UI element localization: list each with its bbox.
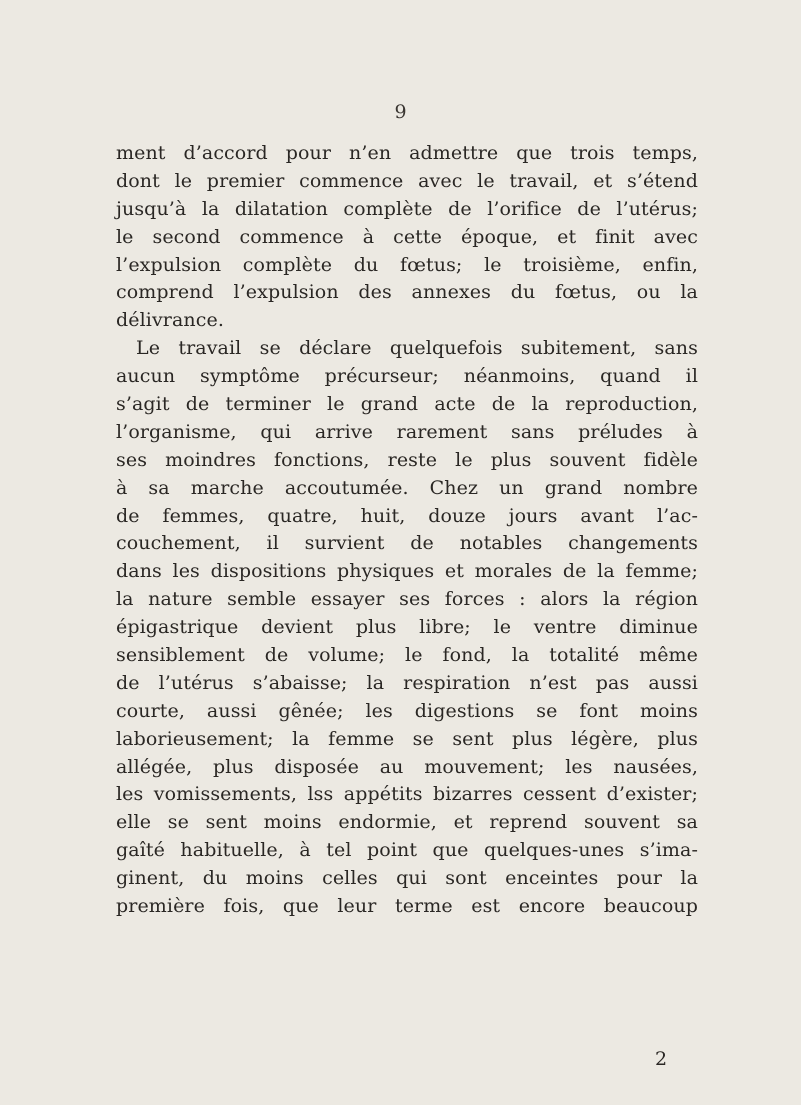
text-line: les vomissements, lss appétits bizarres cessent d’exister; (116, 783, 698, 806)
text-line: ses moindres fonctions, reste le plus souvent fidèle (116, 448, 698, 471)
text-line: laborieusement; la femme se sent plus légère, plus (116, 727, 698, 750)
text-line: aucun symptôme précurseur; néanmoins, quand il (116, 365, 698, 388)
text-line: à sa marche accoutumée. Chez un grand nombre (116, 476, 698, 499)
text-line: de femmes, quatre, huit, douze jours avant l’ac- (116, 504, 698, 527)
text-line: délivrance. (116, 309, 224, 332)
text-line: jusqu’à la dilatation complète de l’orifice de l’utérus; (116, 197, 698, 220)
text-line: dans les dispositions physiques et morales de la femme; (116, 560, 698, 583)
text-line: gaîté habituelle, à tel point que quelques-unes s’ima- (116, 839, 698, 862)
text-line: le second commence à cette époque, et finit avec (116, 225, 698, 248)
text-line: sensiblement de volume; le fond, la totalité même (116, 644, 698, 667)
text-line: courte, aussi gênée; les digestions se font moins (116, 699, 698, 722)
text-line: première fois, que leur terme est encore beaucoup (116, 895, 698, 918)
text-line: couchement, il survient de notables changements (116, 532, 698, 555)
text-line: s’agit de terminer le grand acte de la reproduction, (116, 393, 698, 416)
text-line: ginent, du moins celles qui sont enceintes pour la (116, 867, 698, 890)
page-number: 9 (394, 101, 407, 123)
text-line: comprend l’expulsion des annexes du fœtus, ou la (116, 281, 698, 304)
text-line: Le travail se déclare quelquefois subitement, sans (136, 337, 698, 360)
text-line: l’organisme, qui arrive rarement sans préludes à (116, 420, 698, 443)
text-line: de l’utérus s’abaisse; la respiration n’est pas aussi (116, 671, 698, 694)
text-line: elle se sent moins endormie, et reprend souvent sa (116, 811, 698, 834)
text-line: dont le premier commence avec le travail, et s’étend (116, 169, 698, 192)
text-line: ment d’accord pour n’en admettre que trois temps, (116, 142, 698, 164)
text-line: la nature semble essayer ses forces : alors la région (116, 588, 698, 611)
text-line: épigastrique devient plus libre; le ventre diminue (116, 616, 698, 639)
signature-mark: 2 (655, 1048, 668, 1070)
text-line: allégée, plus disposée au mouvement; les nausées, (116, 755, 698, 778)
body-text (116, 140, 698, 921)
text-line: l’expulsion complète du fœtus; le troisième, enfin, (116, 253, 698, 276)
